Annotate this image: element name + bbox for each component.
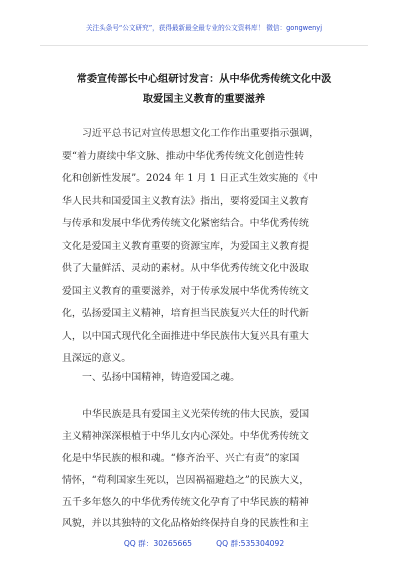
paragraph-line: 习近平总书记对宣传思想文化工作作出重要指示强调， — [82, 128, 320, 139]
header-divider — [40, 45, 368, 46]
paragraph-line: 化，弘扬爱国主义精神，培育担当民族复兴大任的时代新 — [62, 308, 309, 319]
paragraph-line: 化是中华民族的根和魂。“修齐治平、兴亡有责”的家国 — [62, 452, 300, 464]
paragraph-line: 化和创新性发展”。2024 年 1 月 1 日正式生效实施的《中 — [62, 173, 318, 184]
paragraph-line: 供了大量鲜活、灵动的素材。从中华优秀传统文化中汲取 — [62, 263, 309, 274]
title-line: 常委宣传部长中心组研讨发言：从中华优秀传统文化中汲 — [76, 73, 332, 85]
paragraph-line: 要“着力赓续中华文脉、推动中华优秀传统文化创造性转 — [62, 150, 305, 162]
section-heading: 一、弘扬中国精神，铸造爱国之魂。 — [82, 372, 241, 383]
paragraph-intro — [62, 123, 362, 371]
paragraph-line: 与传承和发展中华优秀传统文化紧密结合。中华优秀传统 — [62, 218, 309, 229]
paragraph-line: 中华民族是具有爱国主义光荣传统的伟大民族，爱国 — [82, 409, 310, 420]
paragraph-line: 情怀，“苟利国家生死以，岂因祸福避趋之”的民族大义， — [62, 474, 310, 486]
paragraph-section-one — [62, 404, 362, 535]
paragraph-line: 主义精神深深根植于中华儿女内心深处。中华优秀传统文 — [62, 430, 309, 442]
document-title — [40, 69, 368, 109]
title-line: 取爱国主义教育的重要滋养 — [142, 93, 266, 105]
footer-qq-groups: QQ 群：30265665 QQ 群:535304092 — [123, 539, 285, 548]
paragraph-line: 华人民共和国爱国主义教育法》指出，要将爱国主义教育 — [62, 195, 309, 207]
paragraph-line: 且深远的意义。 — [62, 353, 132, 364]
paragraph-line: 五千多年悠久的中华优秀传统文化孕育了中华民族的精神 — [62, 496, 309, 508]
paragraph-line: 风貌，并以其独特的文化品格始终保持自身的民族性和主 — [62, 518, 309, 530]
paragraph-line: 爱国主义教育的重要滋养，对于传承发展中华优秀传统文 — [62, 285, 309, 297]
paragraph-line: 人，以中国式现代化全面推进中华民族伟大复兴具有重大 — [62, 330, 309, 342]
paragraph-line: 文化是爱国主义教育重要的资源宝库，为爱国主义教育提 — [62, 240, 309, 252]
header-promo-note: 关注头条号“公文研究”，获得最新最全最专业的公文资料库！ 微信：gongwenyj — [85, 24, 323, 32]
